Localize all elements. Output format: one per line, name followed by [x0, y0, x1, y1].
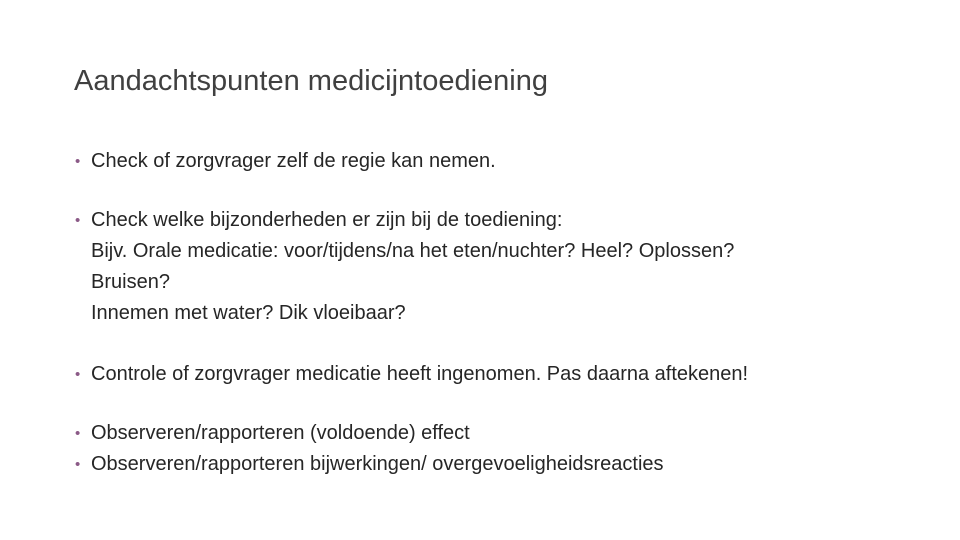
bullet-text: Check welke bijzonderheden er zijn bij de toediening:: [91, 209, 563, 231]
bullet-dot: •: [75, 425, 81, 442]
bullet-dot: •: [75, 366, 81, 383]
slide-title: Aandachtspunten medicijntoediening: [74, 65, 549, 97]
bullet-item-bijwerkingen: [74, 449, 914, 480]
slide-body: [74, 146, 914, 480]
bullet-detail-line-1: Bijv. Orale medicatie: voor/tijdens/na het eten/nuchter? Heel? Oplossen?: [91, 240, 735, 262]
bullet-item-bijzonderheden: [74, 205, 914, 329]
bullet-detail-line-3: Innemen met water? Dik vloeibaar?: [91, 302, 406, 324]
bullet-text: Check of zorgvrager zelf de regie kan nemen.: [91, 150, 496, 172]
bullet-dot: •: [75, 153, 81, 170]
bullet-item-regie: [74, 146, 914, 177]
bullet-dot: •: [75, 212, 81, 229]
bullet-dot: •: [75, 456, 81, 473]
bullet-item-controle: [74, 359, 914, 390]
bullet-text: Controle of zorgvrager medicatie heeft ingenomen. Pas daarna aftekenen!: [91, 363, 749, 385]
bullet-item-effect: [74, 418, 914, 449]
bullet-text: Observeren/rapporteren (voldoende) effect: [91, 422, 470, 444]
bullet-text: Observeren/rapporteren bijwerkingen/ overgevoeligheidsreacties: [91, 453, 664, 475]
bullet-detail-line-2: Bruisen?: [91, 271, 170, 293]
